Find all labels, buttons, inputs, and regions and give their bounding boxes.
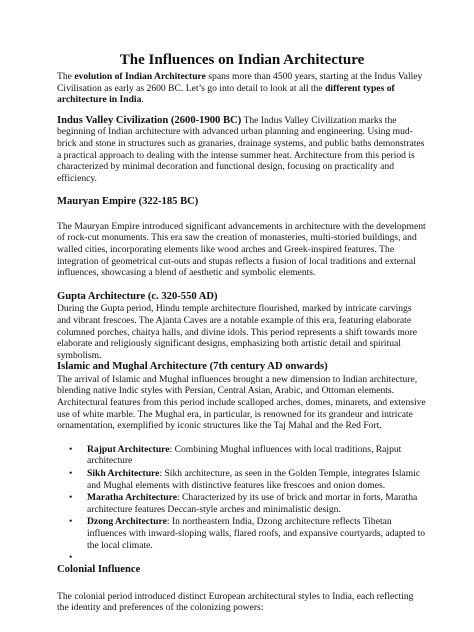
islamic-heading: Islamic and Mughal Architecture (7th century AD onwards) (57, 361, 328, 373)
intro-bold-types: different types of architecture in India (57, 82, 395, 106)
list-item-name: Dzong Architecture (87, 516, 167, 528)
document-page (57, 52, 427, 614)
mauryan-text: The Mauryan Empire introduced significant advancements in architecture with the development of rock-cut monuments. This era saw the creation of monasteries, multi-storied buildings, and walled cities, incorporating elements like wood arches and Greek-inspired features. The integration of geometrical cut-outs and stupas reflects a fusion of local traditions and external influences, showcasing a blend of aesthetic and symbolic elements. (57, 220, 426, 279)
colonial-heading: Colonial Influence (57, 564, 141, 576)
list-item-name: Rajput Architecture (87, 443, 170, 455)
intro-paragraph: The evolution of Indian Architecture spans more than 4500 years, starting at the Indus Valley Civilisation as early as 2600 BC. Let’s go into detail to look at all the different types of architecture in India. (57, 71, 423, 106)
gupta-text: During the Gupta period, Hindu temple architecture flourished, marked by intricate carvings and vibrant frescoes. The Ajanta Caves are a notable example of this era, featuring elaborate columned porches, chaitya halls, and divine idols. This period represents a shift towards more elaborate and religiously significant designs, emphasizing both artistic detail and spiritual symbolism. (57, 303, 418, 361)
gupta-heading: Gupta Architecture (c. 320-550 AD) (57, 290, 218, 302)
empty-list-item (57, 552, 427, 564)
indus-text: The Indus Valley Civilization marks the beginning of Indian architecture with advanced urban planning and engineering. Using mud-brick and stone in structures such as granaries, drainage systems, and public baths demonstrates a practical approach to dealing with the intense summer heat. Architecture from this period is characterized by minimal decoration and functional design, focusing on practicality and efficiency. (57, 114, 425, 184)
indus-heading: Indus Valley Civilization (2600-1900 BC) (57, 114, 242, 126)
bullet-icon: • (69, 443, 73, 455)
list-item-name: Maratha Architecture (87, 492, 177, 504)
architecture-types-list (57, 444, 427, 551)
page-title: The Influences on Indian Architecture (119, 52, 365, 68)
list-item: • Rajput Architecture: Combining Mughal influences with local traditions, Rajput architecture (69, 443, 402, 467)
bullet-icon: • (69, 467, 73, 479)
list-item: • Maratha Architecture: Characterized by its use of brick and mortar in forts, Maratha architecture features Deccan-style arches and minimalistic design. (69, 492, 418, 515)
bullet-icon: • (69, 492, 73, 504)
bullet-icon: • (69, 516, 73, 528)
indus-section (57, 115, 427, 185)
intro-bold-evolution: evolution of Indian Architecture (74, 71, 206, 82)
islamic-text: The arrival of Islamic and Mughal influences brought a new dimension to Indian architecture, blending native Indic styles with Persian, Central Asian, Arabic, and Ottoman elements. Architectural features from this period include scalloped arches, domes, minarets, and extensive use of white marble. The Mughal era, in particular, is renowned for its grandeur and intricate ornamentation, exemplified by iconic structures like the Taj Mahal and the Red Fort. (57, 373, 426, 432)
list-item: • Dzong Architecture: In northeastern India, Dzong architecture reflects Tibetan influences with inward-sloping walls, flared roofs, and expansive courtyards, adapted to the local climate. (69, 516, 426, 551)
bullet-icon: • (69, 552, 73, 564)
list-item: • Sikh Architecture: Sikh architecture, as seen in the Golden Temple, integrates Islamic and Mughal elements with distinctive features like frescoes and onion domes. (69, 467, 421, 491)
mauryan-heading: Mauryan Empire (322-185 BC) (57, 196, 199, 208)
colonial-text: The colonial period introduced distinct European architectural styles to India, each reflecting the identity and preferences of the colonizing powers: (57, 590, 414, 614)
list-item-name: Sikh Architecture (87, 467, 160, 479)
